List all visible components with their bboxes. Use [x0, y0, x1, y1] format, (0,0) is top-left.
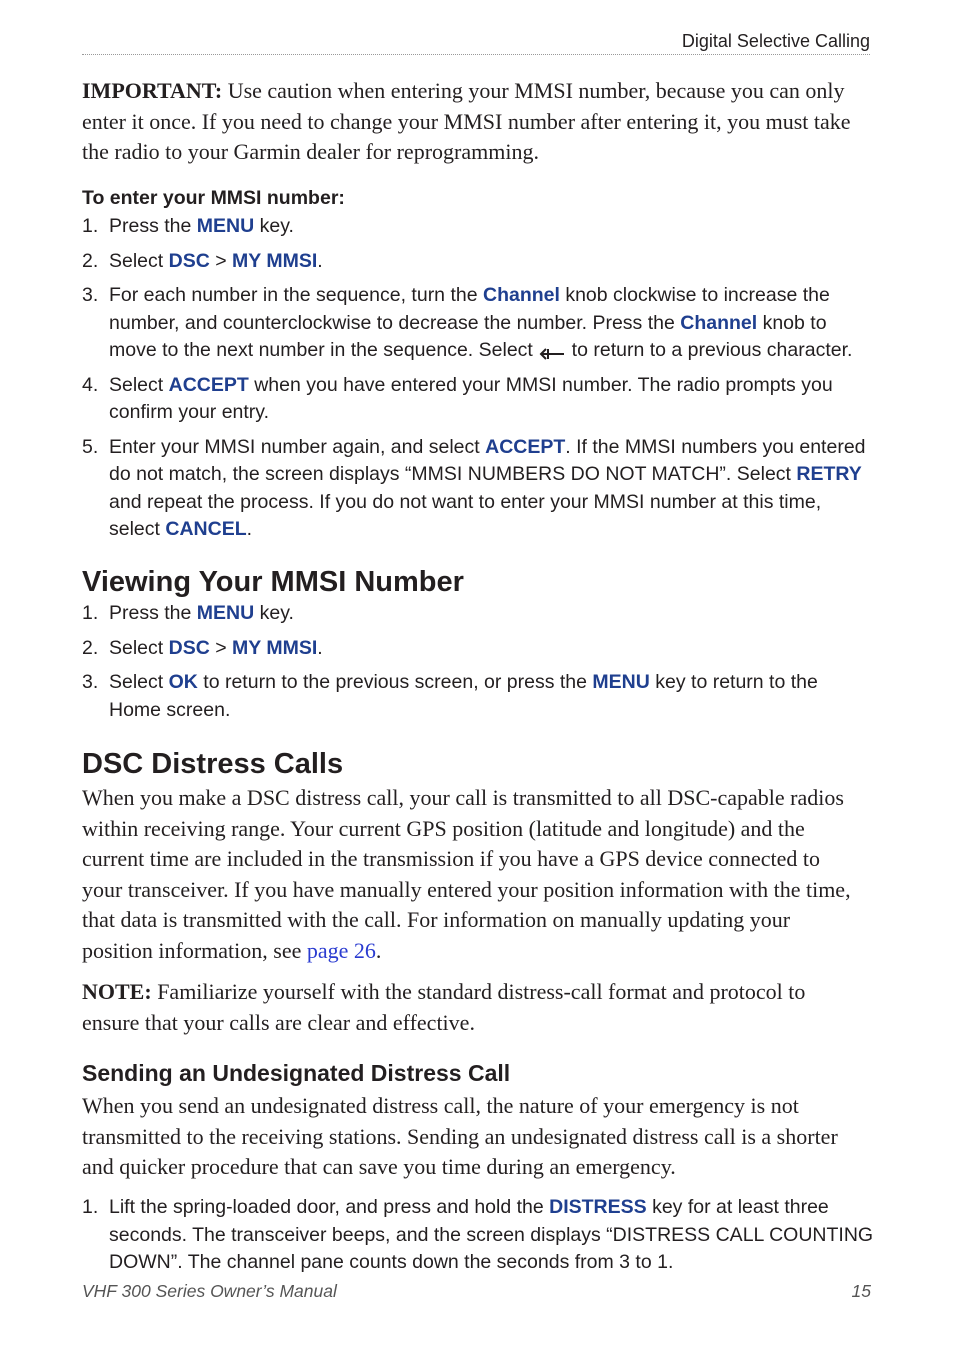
step-text: key.: [254, 602, 294, 624]
step-number: 4.: [82, 373, 99, 396]
list-item: [82, 213, 874, 241]
distress-text-end: .: [375, 937, 382, 963]
step-text: Enter your MMSI number again, and select: [109, 435, 486, 458]
list-item: [82, 282, 874, 365]
menu-key-label: MENU: [196, 215, 255, 237]
step-text: Select: [109, 373, 169, 396]
header-rule: [82, 54, 870, 55]
step-text: >: [209, 636, 233, 659]
distress-paragraph: [82, 783, 854, 966]
distress-key-label: DISTRESS: [549, 1196, 647, 1218]
step-text: >: [209, 249, 233, 272]
list-item: [82, 635, 874, 663]
step-number: 2.: [82, 636, 99, 659]
menu-key-label: MENU: [196, 602, 255, 624]
running-header: Digital Selective Calling: [681, 31, 870, 51]
step-text: Select: [109, 636, 169, 659]
step-text: Press the: [109, 215, 197, 237]
distress-calls-heading: DSC Distress Calls: [82, 748, 344, 780]
step-text: knob to move to the next number in the sequence. Select: [109, 311, 827, 361]
note-label: NOTE:: [82, 979, 152, 1004]
channel-knob-label: Channel: [680, 311, 758, 334]
channel-knob-label: Channel: [482, 284, 560, 306]
list-item: [82, 669, 874, 724]
step-text: Select: [109, 249, 169, 272]
page-number: 15: [851, 1281, 871, 1301]
step-text: .: [246, 518, 253, 540]
dsc-option-label: DSC: [168, 636, 210, 659]
step-number: 2.: [82, 249, 99, 272]
important-label: IMPORTANT:: [82, 78, 223, 103]
step-text: For each number in the sequence, turn the: [109, 284, 483, 306]
list-item: [82, 1194, 874, 1277]
step-text: Select: [109, 671, 169, 693]
ok-option-label: OK: [168, 671, 198, 693]
list-item: [82, 434, 874, 544]
step-text: to return to a previous character.: [566, 339, 853, 361]
step-text: key to return to the Home screen.: [109, 671, 818, 721]
viewing-mmsi-heading: Viewing Your MMSI Number: [82, 566, 464, 598]
step-text: Lift the spring-loaded door, and press and hold the: [109, 1196, 550, 1218]
enter-mmsi-heading: To enter your MMSI number:: [82, 187, 345, 209]
important-paragraph: [82, 76, 877, 168]
undesignated-paragraph: When you send an undesignated distress call, the nature of your emergency is not transmitted to the receiving stations. Sending an undesignated distress call is a shorter and quicker procedure that can save you time during an emergency.: [82, 1093, 838, 1179]
step-number: 3.: [82, 671, 99, 693]
step-number: 1.: [82, 602, 99, 624]
undesignated-steps: [82, 1194, 874, 1284]
cancel-option-label: CANCEL: [165, 518, 247, 540]
distress-text: When you make a DSC distress call, your call is transmitted to all DSC-capable radios within receiving range. Your current GPS position (latitude and longitude) and the current time are included in the transmission if you have a GPS device connected to your transceiver. If you have manually entered your position information with the time, that data is transmitted with the call. For information on manually updating your position information, see: [82, 785, 851, 963]
list-item: [82, 372, 874, 427]
footer-manual-title: VHF 300 Series Owner’s Manual: [82, 1281, 337, 1301]
accept-option-label: ACCEPT: [168, 373, 249, 396]
important-text: Use caution when entering your MMSI number, because you can only enter it once. If you need to change your MMSI number after entering it, you must take the radio to your Garmin dealer for reprogramming.: [82, 78, 851, 164]
step-text: to return to the previous screen, or press the: [197, 671, 593, 693]
step-number: 1.: [82, 215, 99, 237]
step-number: 5.: [82, 435, 99, 458]
accept-option-label: ACCEPT: [485, 435, 566, 458]
step-text: .: [317, 249, 323, 272]
step-text: key.: [254, 215, 294, 237]
list-item: [82, 600, 874, 628]
my-mmsi-option-label: MY MMSI: [232, 249, 318, 272]
page-26-link[interactable]: page 26: [306, 937, 376, 963]
step-number: 3.: [82, 284, 99, 306]
step-text: Press the: [109, 602, 197, 624]
step-text: .: [317, 636, 323, 659]
step-text: and repeat the process. If you do not want to enter your MMSI number at this time, select: [109, 490, 822, 540]
backspace-arrow-icon: [538, 343, 566, 359]
step-text: . If the MMSI numbers you entered do not match, the screen displays “MMSI NUMBERS DO NOT MATCH”. Select: [109, 435, 866, 485]
retry-option-label: RETRY: [796, 463, 862, 485]
step-text: when you have entered your MMSI number. The radio prompts you confirm your entry.: [109, 373, 833, 423]
enter-mmsi-steps: [82, 213, 874, 551]
step-number: 1.: [82, 1196, 99, 1218]
viewing-mmsi-steps: [82, 600, 874, 731]
list-item: [82, 248, 874, 276]
undesignated-heading: Sending an Undesignated Distress Call: [82, 1060, 511, 1086]
dsc-option-label: DSC: [168, 249, 210, 272]
note-text: Familiarize yourself with the standard distress-call format and protocol to ensure that your calls are clear and effective.: [82, 979, 806, 1035]
note-paragraph: [82, 977, 854, 1038]
step-text: knob clockwise to increase the number, and counterclockwise to decrease the number. Press the: [109, 284, 830, 334]
menu-key-label: MENU: [592, 671, 650, 693]
my-mmsi-option-label: MY MMSI: [232, 636, 318, 659]
step-text: key for at least three seconds. The transceiver beeps, and the screen displays “DISTRESS CALL COUNTING DOWN”. The channel pane counts down the seconds from 3 to 1.: [109, 1196, 874, 1273]
